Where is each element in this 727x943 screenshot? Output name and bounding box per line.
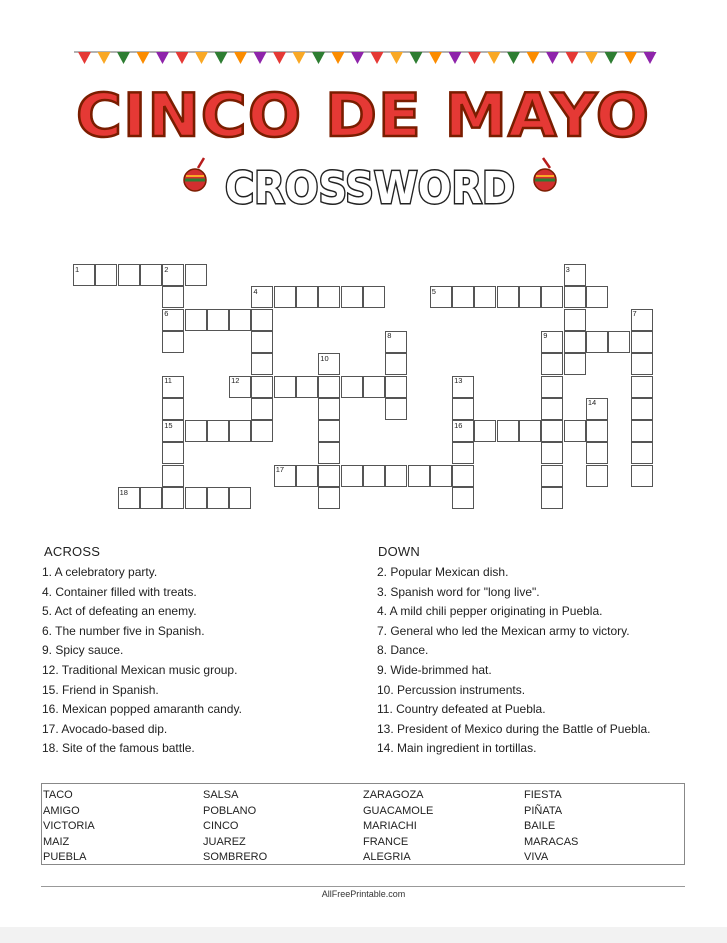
clue-number: 15	[164, 420, 173, 430]
crossword-cell[interactable]	[564, 309, 586, 331]
crossword-cell[interactable]	[185, 420, 207, 442]
crossword-cell[interactable]	[318, 398, 340, 420]
crossword-cell[interactable]	[341, 376, 363, 398]
crossword-cell[interactable]	[631, 376, 653, 398]
crossword-cell[interactable]	[608, 331, 630, 353]
clue-number: 3	[565, 264, 570, 274]
crossword-cell[interactable]	[586, 442, 608, 464]
crossword-cell[interactable]	[341, 465, 363, 487]
crossword-cell[interactable]	[251, 331, 273, 353]
crossword-cell[interactable]	[541, 442, 563, 464]
crossword-cell[interactable]	[185, 487, 207, 509]
crossword-cell[interactable]	[251, 420, 273, 442]
clue-number: 2	[164, 264, 169, 274]
crossword-cell[interactable]	[274, 286, 296, 308]
word-bank-item: VIVA	[524, 851, 549, 863]
crossword-cell[interactable]	[430, 465, 452, 487]
crossword-cell[interactable]	[363, 286, 385, 308]
crossword-cell[interactable]	[452, 286, 474, 308]
clue-number: 6	[164, 309, 169, 319]
crossword-cell[interactable]	[541, 487, 563, 509]
word-bank-item: FIESTA	[524, 789, 562, 801]
title-text: CINCO DE MAYO	[76, 81, 650, 151]
crossword-cell[interactable]	[251, 353, 273, 375]
crossword-cell[interactable]	[229, 487, 251, 509]
word-bank-item: PIÑATA	[524, 804, 563, 817]
clue-number: 14	[587, 398, 597, 408]
crossword-cell[interactable]	[541, 353, 563, 375]
crossword-cell[interactable]	[274, 376, 296, 398]
crossword-cell[interactable]	[586, 465, 608, 487]
crossword-cell[interactable]	[296, 286, 318, 308]
crossword-cell[interactable]	[564, 286, 586, 308]
clue-number: 17	[275, 465, 285, 475]
word-bank-item: GUACAMOLE	[363, 804, 434, 817]
clue-number: 7	[632, 309, 637, 319]
crossword-cell[interactable]	[185, 309, 207, 331]
word-bank-item: JUAREZ	[203, 835, 246, 848]
down-clue: 14. Main ingredient in tortillas.	[377, 741, 537, 756]
crossword-cell[interactable]	[95, 264, 117, 286]
down-clue: 8. Dance.	[377, 643, 429, 658]
crossword-cell[interactable]	[318, 286, 340, 308]
down-clue: 11. Country defeated at Puebla.	[377, 702, 546, 717]
across-clue: 4. Container filled with treats.	[42, 584, 197, 599]
crossword-cell[interactable]	[519, 286, 541, 308]
word-bank-item: AMIGO	[43, 804, 80, 817]
crossword-cell[interactable]	[564, 420, 586, 442]
crossword-cell[interactable]	[631, 353, 653, 375]
word-bank-column	[363, 788, 433, 866]
word-bank-item: SOMBRERO	[203, 851, 268, 863]
crossword-cell[interactable]	[229, 309, 251, 331]
footer-text: AllFreePrintable.com	[321, 889, 406, 899]
word-bank-item: ALEGRIA	[363, 851, 411, 863]
word-bank-item: VICTORIA	[43, 820, 95, 832]
crossword-cell[interactable]	[452, 398, 474, 420]
clue-number: 5	[431, 286, 436, 296]
down-clue: 3. Spanish word for "long live".	[377, 584, 540, 599]
crossword-cell[interactable]	[162, 286, 184, 308]
across-clue: 6. The number five in Spanish.	[42, 623, 205, 638]
word-bank-item: ZARAGOZA	[363, 789, 424, 801]
word-bank-item: MAIZ	[43, 835, 70, 848]
across-clue-list	[42, 563, 242, 759]
crossword-cell[interactable]	[541, 286, 563, 308]
crossword-cell[interactable]	[586, 286, 608, 308]
crossword-cell[interactable]	[541, 398, 563, 420]
crossword-cell[interactable]	[118, 264, 140, 286]
crossword-cell[interactable]	[251, 376, 273, 398]
down-heading: DOWN	[378, 544, 420, 559]
crossword-cell[interactable]	[564, 331, 586, 353]
crossword-cell[interactable]	[162, 487, 184, 509]
crossword-cell[interactable]	[207, 420, 229, 442]
crossword-cell[interactable]	[474, 286, 496, 308]
crossword-cell[interactable]	[185, 264, 207, 286]
crossword-cell[interactable]	[318, 420, 340, 442]
clue-number: 8	[387, 331, 392, 341]
word-bank-item: BAILE	[524, 820, 556, 832]
clue-number: 18	[119, 487, 128, 497]
clue-number: 4	[253, 286, 258, 296]
crossword-cell[interactable]	[318, 487, 340, 509]
crossword-cell[interactable]	[474, 420, 496, 442]
crossword-cell[interactable]	[363, 465, 385, 487]
crossword-cell[interactable]	[140, 264, 162, 286]
crossword-cell[interactable]	[296, 376, 318, 398]
across-clue: 17. Avocado-based dip.	[42, 721, 168, 736]
crossword-cell[interactable]	[586, 331, 608, 353]
clue-number: 1	[75, 264, 80, 274]
crossword-cell[interactable]	[385, 376, 407, 398]
across-clue: 1. A celebratory party.	[42, 565, 158, 579]
crossword-cell[interactable]	[497, 286, 519, 308]
crossword-cell[interactable]	[363, 376, 385, 398]
crossword-cell[interactable]	[385, 465, 407, 487]
subtitle-text: CROSSWORD	[225, 163, 515, 214]
down-clue-list	[377, 563, 651, 759]
crossword-cell[interactable]	[452, 487, 474, 509]
crossword-cell[interactable]	[564, 353, 586, 375]
crossword-cell[interactable]	[541, 376, 563, 398]
crossword-cell[interactable]	[207, 309, 229, 331]
footer-divider	[41, 886, 685, 887]
crossword-cell[interactable]	[162, 398, 184, 420]
crossword-cell[interactable]	[318, 465, 340, 487]
across-clue: 18. Site of the famous battle.	[42, 741, 195, 756]
clue-number: 13	[454, 376, 463, 385]
down-clue: 13. President of Mexico during the Battle of Puebla.	[377, 721, 651, 736]
crossword-cell[interactable]	[229, 420, 251, 442]
crossword-cell[interactable]	[497, 420, 519, 442]
word-bank-item: MARACAS	[524, 835, 579, 848]
crossword-cell[interactable]	[318, 442, 340, 464]
word-bank-item: FRANCE	[363, 835, 409, 848]
crossword-cell[interactable]	[341, 286, 363, 308]
crossword-cell[interactable]	[296, 465, 318, 487]
word-bank	[41, 783, 685, 865]
word-bank-item: MARIACHI	[363, 820, 417, 832]
crossword-cell[interactable]	[586, 420, 608, 442]
crossword-cell[interactable]	[631, 465, 653, 487]
crossword-cell[interactable]	[207, 487, 229, 509]
clue-number: 12	[231, 376, 240, 385]
word-bank-column	[203, 788, 267, 866]
word-bank-item: PUEBLA	[43, 851, 87, 863]
crossword-cell[interactable]	[318, 376, 340, 398]
crossword-cell[interactable]	[631, 442, 653, 464]
crossword-cell[interactable]	[408, 465, 430, 487]
across-clue: 15. Friend in Spanish.	[42, 682, 159, 697]
crossword-cell[interactable]	[519, 420, 541, 442]
clue-number: 10	[320, 353, 329, 363]
down-clue: 7. General who led the Mexican army to victory.	[377, 623, 630, 638]
word-bank-item: POBLANO	[203, 804, 257, 817]
across-clue: 12. Traditional Mexican music group.	[42, 662, 238, 677]
word-bank-item: CINCO	[203, 820, 239, 832]
page-bottom-band	[0, 927, 727, 943]
across-heading: ACROSS	[44, 544, 101, 559]
word-bank-item: TACO	[43, 789, 73, 801]
crossword-cell[interactable]	[162, 465, 184, 487]
crossword-cell[interactable]	[631, 398, 653, 420]
crossword-cell[interactable]	[452, 442, 474, 464]
clue-number: 9	[543, 331, 548, 341]
crossword-cell[interactable]	[385, 398, 407, 420]
crossword-cell[interactable]	[162, 442, 184, 464]
crossword-cell[interactable]	[541, 465, 563, 487]
word-bank-column	[524, 788, 578, 866]
crossword-cell[interactable]	[251, 309, 273, 331]
clue-number: 16	[454, 420, 463, 430]
word-bank-item: SALSA	[203, 789, 239, 801]
crossword-cell[interactable]	[631, 420, 653, 442]
crossword-cell[interactable]	[452, 465, 474, 487]
across-clue: 16. Mexican popped amaranth candy.	[42, 702, 242, 717]
crossword-cell[interactable]	[162, 331, 184, 353]
down-clue: 10. Percussion instruments.	[377, 682, 526, 697]
crossword-cell[interactable]	[541, 420, 563, 442]
clue-number: 11	[164, 376, 172, 385]
across-clue: 5. Act of defeating an enemy.	[42, 604, 197, 619]
down-clue: 4. A mild chili pepper originating in Puebla.	[377, 604, 603, 619]
crossword-cell[interactable]	[631, 331, 653, 353]
down-clue: 9. Wide-brimmed hat.	[377, 662, 492, 677]
across-clue: 9. Spicy sauce.	[42, 643, 124, 658]
down-clue: 2. Popular Mexican dish.	[377, 565, 509, 579]
crossword-cell[interactable]	[385, 353, 407, 375]
word-bank-column	[43, 788, 95, 866]
crossword-cell[interactable]	[251, 398, 273, 420]
crossword-cell[interactable]	[140, 487, 162, 509]
